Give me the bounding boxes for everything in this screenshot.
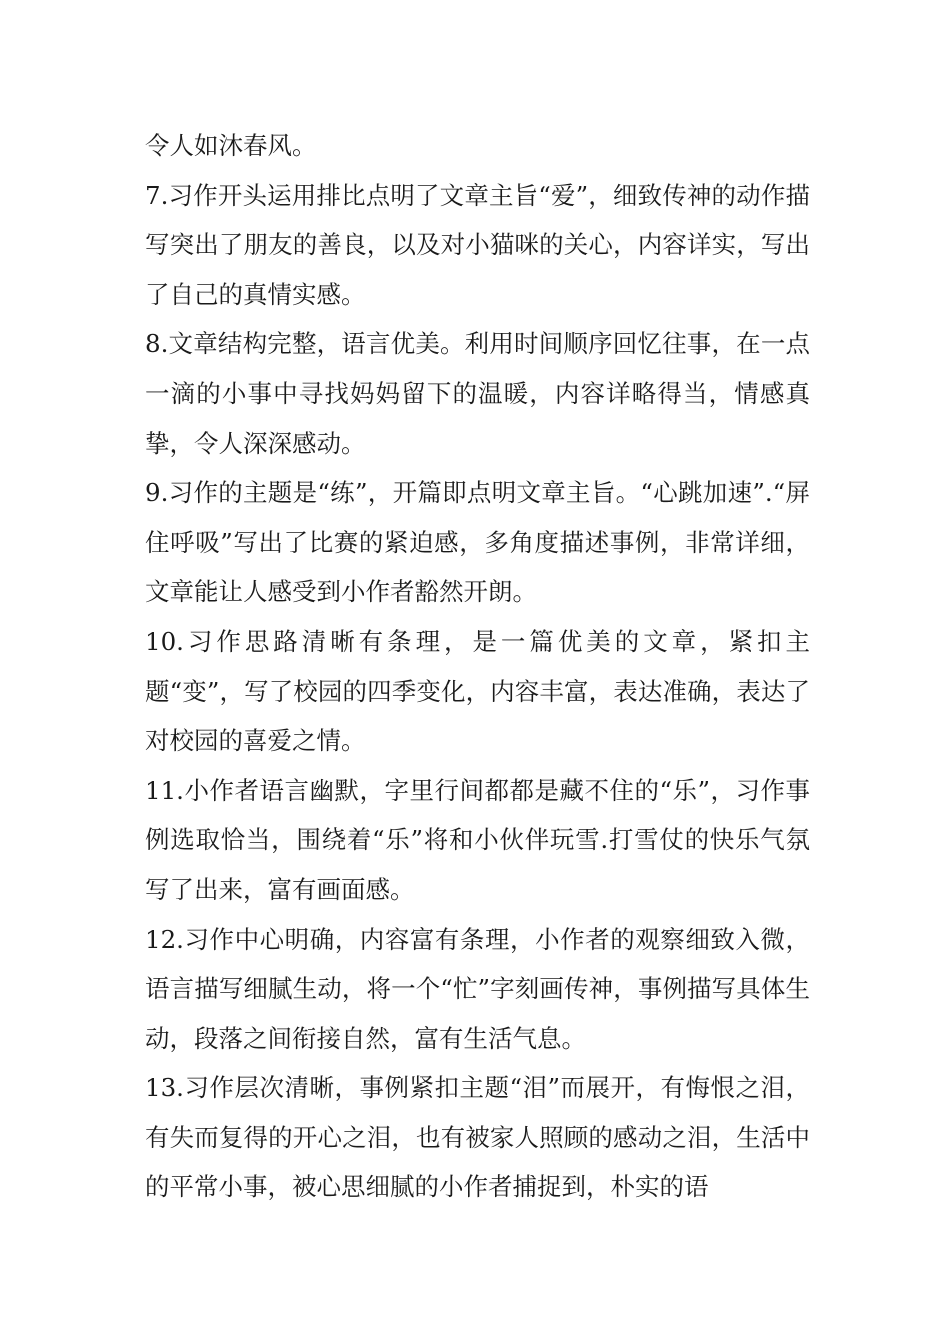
paragraph-continuation: 令人如沐春风。 <box>145 131 317 160</box>
paragraph-11: 11.小作者语言幽默，字里行间都都是藏不住的“乐”，习作事例选取恰当，围绕着“乐”将和小伙伴玩雪.打雪仗的快乐气氛写了出来，富有画面感。 <box>145 775 810 904</box>
paragraph-10: 10.习作思路清晰有条理，是一篇优美的文章，紧扣主题“变”，写了校园的四季变化，内容丰富，表达准确，表达了对校园的喜爱之情。 <box>145 626 810 756</box>
paragraph-9: 9.习作的主题是“练”，开篇即点明文章主旨。“心跳加速”.“屏住呼吸”写出了比赛的紧迫感，多角度描述事例，非常详细，文章能让人感受到小作者豁然开朗。 <box>145 478 810 607</box>
paragraph-8: 8.文章结构完整，语言优美。利用时间顺序回忆往事，在一点一滴的小事中寻找妈妈留下的温暖，内容详略得当，情感真挚，令人深深感动。 <box>145 329 810 458</box>
paragraph-12: 12.习作中心明确，内容富有条理，小作者的观察细致入微，语言描写细腻生动，将一个“忙”字刻画传神，事例描写具体生动，段落之间衔接自然，富有生活气息。 <box>145 924 810 1053</box>
paragraph-7: 7.习作开头运用排比点明了文章主旨“爱”，细致传神的动作描写突出了朋友的善良，以及对小猫咪的关心，内容详实，写出了自己的真情实感。 <box>145 180 810 309</box>
document-body <box>145 121 810 1212</box>
paragraph-13: 13.习作层次清晰，事例紧扣主题“泪”而展开，有悔恨之泪，有失而复得的开心之泪，也有被家人照顾的感动之泪，生活中的平常小事，被心思细腻的小作者捕捉到，朴实的语 <box>145 1073 810 1202</box>
